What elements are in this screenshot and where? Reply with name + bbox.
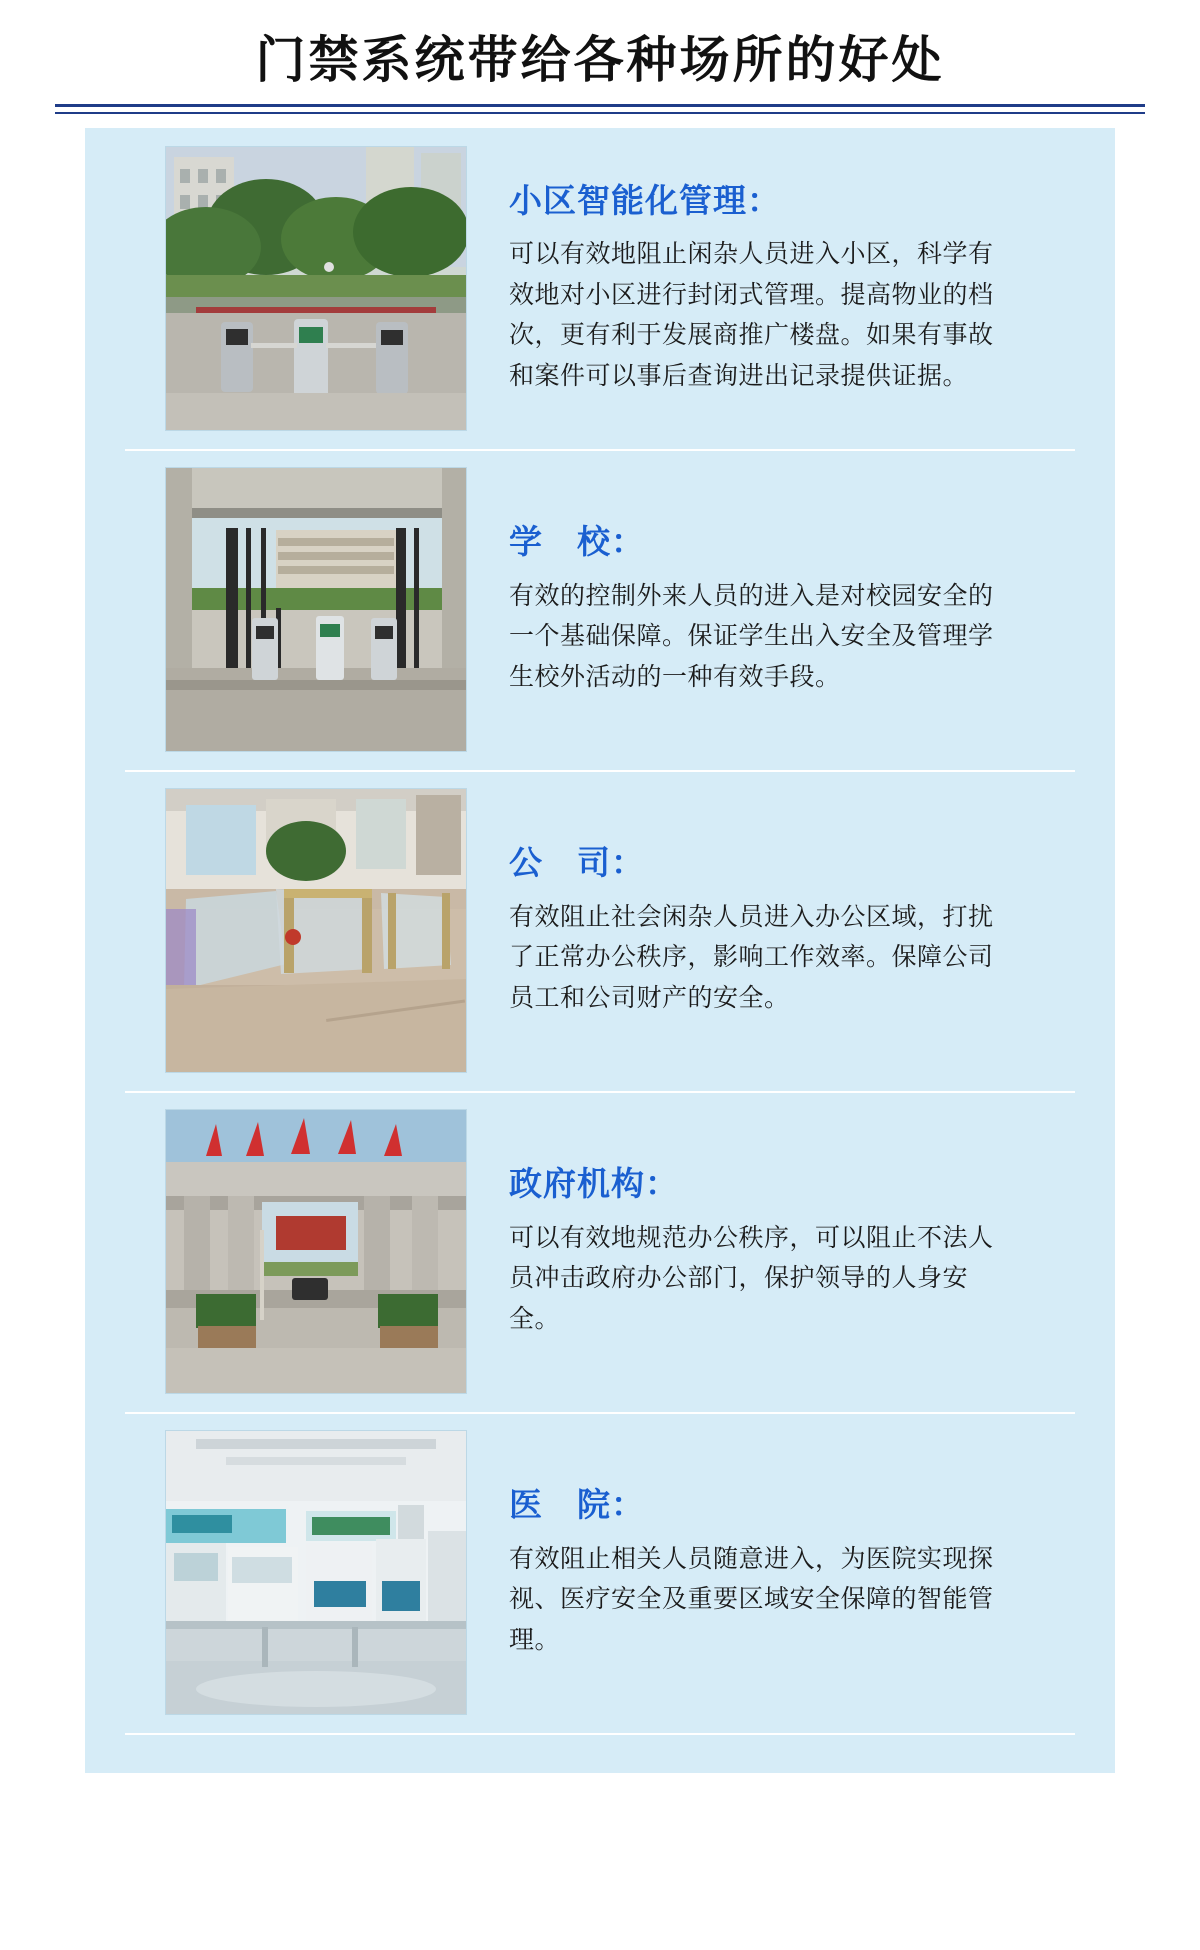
benefit-body-hospital: 有效阻止相关人员随意进入，为医院实现探视、医疗安全及重要区域安全保障的智能管理。 xyxy=(509,1544,994,1654)
benefit-title-residential: 小区智能化管理： xyxy=(509,181,781,219)
thumb-wrap-government xyxy=(85,1109,467,1394)
thumb-wrap-hospital xyxy=(85,1430,467,1715)
page-title: 门禁系统带给各种场所的好处 xyxy=(255,32,945,88)
benefit-body-residential: 可以有效地阻止闲杂人员进入小区，科学有效地对小区进行封闭式管理。提高物业的档次，更有利于发展商推广楼盘。如果有事故和案件可以事后查询进出记录提供证据。 xyxy=(509,240,994,390)
benefit-title-government: 政府机构： xyxy=(509,1164,679,1202)
government-entrance-photo xyxy=(165,1109,467,1394)
benefit-title-hospital: 医 院： xyxy=(509,1485,645,1523)
benefit-row-school xyxy=(85,449,1115,770)
text-col-company xyxy=(467,843,1115,1018)
page-header xyxy=(0,0,1200,114)
header-divider-group xyxy=(0,104,1200,114)
benefit-body-school: 有效的控制外来人员的进入是对校园安全的一个基础保障。保证学生出入安全及管理学生校外活动的一种有效手段。 xyxy=(509,581,994,691)
text-col-school xyxy=(467,522,1115,697)
thumb-wrap-residential xyxy=(85,146,467,431)
header-divider-top xyxy=(55,104,1145,107)
residential-gate-photo xyxy=(165,146,467,431)
benefit-row-government xyxy=(85,1091,1115,1412)
school-gate-photo xyxy=(165,467,467,752)
text-col-residential xyxy=(467,181,1115,397)
company-lobby-photo xyxy=(165,788,467,1073)
benefit-body-company: 有效阻止社会闲杂人员进入办公区域，打扰了正常办公秩序，影响工作效率。保障公司员工和公司财产的安全。 xyxy=(509,902,994,1012)
benefit-row-company xyxy=(85,770,1115,1091)
benefit-row-hospital xyxy=(85,1412,1115,1733)
benefit-body-government: 可以有效地规范办公秩序，可以阻止不法人员冲击政府办公部门，保护领导的人身安全。 xyxy=(509,1223,994,1333)
text-col-government xyxy=(467,1164,1115,1339)
benefit-title-school: 学 校： xyxy=(509,522,645,560)
thumb-wrap-school xyxy=(85,467,467,752)
text-col-hospital xyxy=(467,1485,1115,1660)
thumb-wrap-company xyxy=(85,788,467,1073)
header-divider-bottom xyxy=(55,112,1145,114)
panel-footer-band xyxy=(85,1733,1115,1773)
benefit-row-residential xyxy=(85,128,1115,449)
hospital-corridor-photo xyxy=(165,1430,467,1715)
benefit-title-company: 公 司： xyxy=(509,843,645,881)
benefits-panel xyxy=(85,128,1115,1733)
